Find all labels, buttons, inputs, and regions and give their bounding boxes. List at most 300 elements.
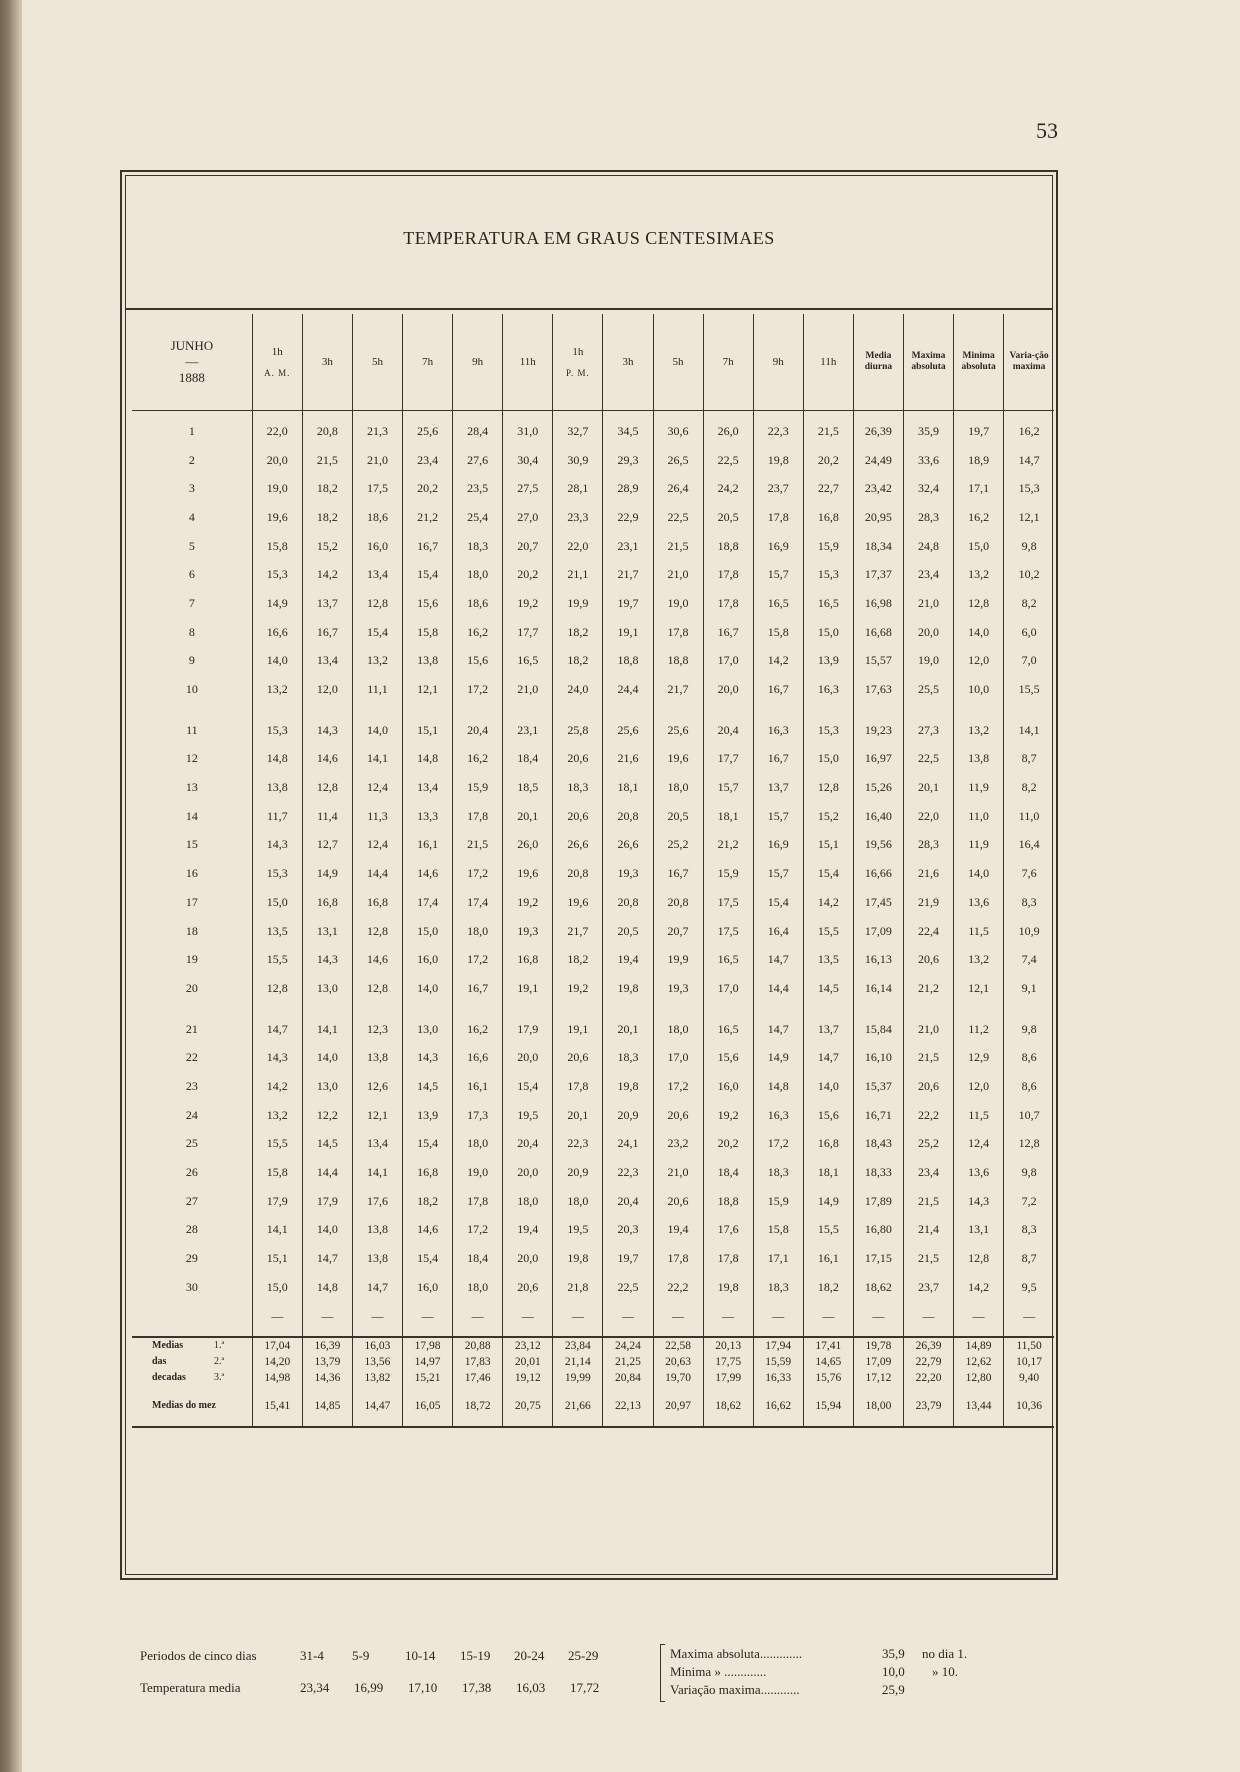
value-cell: 17,7: [503, 618, 553, 647]
decade-label-cell: [132, 1337, 252, 1354]
value-cell: 17,6: [352, 1187, 402, 1216]
value-cell: 12,6: [352, 1072, 402, 1101]
day-cell: 15: [185, 837, 198, 852]
value-cell: 22,0: [252, 411, 302, 446]
table-row: [132, 560, 1054, 589]
value-cell: 21,8: [553, 1273, 603, 1302]
decade-value-cell: 17,41: [803, 1337, 853, 1354]
value-cell: 18,3: [553, 773, 603, 802]
value-cell: 13,4: [302, 647, 352, 676]
value-cell: 20,8: [603, 802, 653, 831]
value-cell: 24,49: [853, 446, 903, 475]
value-cell: 21,7: [553, 917, 603, 946]
value-cell: 14,3: [403, 1043, 453, 1072]
value-cell: 15,9: [803, 532, 853, 561]
value-cell: 28,3: [903, 831, 953, 860]
value-cell: 12,9: [954, 1043, 1004, 1072]
value-cell: 13,4: [352, 1130, 402, 1159]
value-cell: 16,9: [753, 831, 803, 860]
am-label: A. M.: [264, 368, 291, 378]
value-cell: 19,56: [853, 831, 903, 860]
value-cell: 26,6: [603, 831, 653, 860]
value-cell: 17,0: [703, 647, 753, 676]
value-cell: 24,1: [603, 1130, 653, 1159]
value-cell: 15,0: [252, 888, 302, 917]
day-cell: 4: [188, 509, 195, 524]
extreme-max-label: Maxima absoluta.............: [670, 1646, 803, 1661]
value-cell: 13,0: [403, 1015, 453, 1044]
value-cell: 26,6: [553, 831, 603, 860]
value-cell: 23,4: [903, 560, 953, 589]
gap-cell: [903, 704, 953, 716]
table-row: [132, 888, 1054, 917]
value-cell: 19,0: [252, 474, 302, 503]
value-cell: 15,57: [853, 647, 903, 676]
value-cell: 11,5: [954, 917, 1004, 946]
value-cell: 21,5: [302, 446, 352, 475]
value-cell: 20,5: [653, 802, 703, 831]
decade-value-cell: 16,33: [753, 1370, 803, 1386]
year-label: 1888: [178, 370, 205, 385]
value-cell: 20,6: [553, 802, 603, 831]
value-cell: 16,8: [803, 1130, 853, 1159]
value-cell: 13,3: [403, 802, 453, 831]
value-cell: 12,8: [252, 974, 302, 1003]
decade-value-cell: 10,17: [1004, 1354, 1054, 1370]
value-cell: 14,2: [753, 647, 803, 676]
value-cell: 26,39: [853, 411, 903, 446]
table-row: [132, 446, 1054, 475]
value-cell: 15,37: [853, 1072, 903, 1101]
gap-cell: [132, 1003, 252, 1015]
value-cell: 18,62: [853, 1273, 903, 1302]
value-cell: 16,2: [453, 618, 503, 647]
value-cell: 21,6: [903, 859, 953, 888]
table-row: [132, 802, 1054, 831]
value-cell: 14,0: [252, 647, 302, 676]
page-binding-edge: [0, 0, 22, 1772]
value-cell: 23,1: [503, 716, 553, 745]
value-cell: 7,6: [1004, 859, 1054, 888]
value-cell: 21,0: [653, 560, 703, 589]
value-cell: 12,4: [954, 1130, 1004, 1159]
value-cell: 16,9: [753, 532, 803, 561]
value-cell: 14,7: [803, 1043, 853, 1072]
month-mean-cell: 18,62: [703, 1386, 753, 1427]
value-cell: 20,9: [603, 1101, 653, 1130]
value-cell: 22,5: [703, 446, 753, 475]
month-mean-cell: 16,05: [403, 1386, 453, 1427]
col-header-3am: 3h: [302, 314, 352, 411]
temp-1: 23,34: [300, 1680, 330, 1695]
value-cell: 20,0: [503, 1158, 553, 1187]
value-cell: 12,8: [803, 773, 853, 802]
periodo-6: 25-29: [568, 1648, 599, 1663]
value-cell: 14,4: [302, 1158, 352, 1187]
dash-row: [132, 1302, 1054, 1332]
value-cell: 12,0: [954, 1072, 1004, 1101]
value-cell: 15,3: [252, 716, 302, 745]
value-cell: 16,4: [1004, 831, 1054, 860]
value-cell: 12,7: [302, 831, 352, 860]
value-cell: 20,9: [553, 1158, 603, 1187]
value-cell: 17,5: [352, 474, 402, 503]
value-cell: 10,2: [1004, 560, 1054, 589]
value-cell: 11,9: [954, 831, 1004, 860]
month-mean-cell: 18,72: [453, 1386, 503, 1427]
value-cell: 13,2: [954, 716, 1004, 745]
gap-cell: [352, 704, 402, 716]
table-title: TEMPERATURA EM GRAUS CENTESIMAES: [403, 228, 775, 248]
value-cell: 20,4: [453, 716, 503, 745]
gap-cell: [252, 704, 302, 716]
value-cell: 17,9: [252, 1187, 302, 1216]
value-cell: 14,3: [252, 1043, 302, 1072]
gap-cell: [803, 704, 853, 716]
value-cell: 18,2: [302, 503, 352, 532]
value-cell: 14,0: [954, 618, 1004, 647]
value-cell: 27,3: [903, 716, 953, 745]
value-cell: 35,9: [903, 411, 953, 446]
gap-cell: [954, 704, 1004, 716]
value-cell: 8,3: [1004, 888, 1054, 917]
value-cell: 21,4: [903, 1216, 953, 1245]
value-cell: 13,7: [753, 773, 803, 802]
value-cell: 16,3: [803, 675, 853, 704]
dash-cell: —: [553, 1302, 603, 1332]
value-cell: 14,8: [252, 745, 302, 774]
value-cell: 18,34: [853, 532, 903, 561]
gap-cell: [403, 1003, 453, 1015]
extreme-min-label: Minima » .............: [670, 1664, 767, 1679]
value-cell: 13,7: [302, 589, 352, 618]
value-cell: 29,3: [603, 446, 653, 475]
value-cell: 15,0: [252, 1273, 302, 1302]
day-cell: 11: [186, 722, 198, 737]
value-cell: 15,9: [753, 1187, 803, 1216]
value-cell: 12,3: [352, 1015, 402, 1044]
value-cell: 13,4: [352, 560, 402, 589]
table-row: [132, 917, 1054, 946]
table-row: [132, 1072, 1054, 1101]
value-cell: 16,3: [753, 716, 803, 745]
value-cell: 12,4: [352, 773, 402, 802]
value-cell: 23,2: [653, 1130, 703, 1159]
value-cell: 14,3: [252, 831, 302, 860]
value-cell: 17,6: [703, 1216, 753, 1245]
value-cell: 15,8: [753, 1216, 803, 1245]
value-cell: 17,4: [403, 888, 453, 917]
value-cell: 19,7: [603, 589, 653, 618]
month-mean-cell: 20,75: [503, 1386, 553, 1427]
decade-value-cell: 22,58: [653, 1337, 703, 1354]
value-cell: 20,8: [653, 888, 703, 917]
table-row: [132, 945, 1054, 974]
dash-cell: —: [503, 1302, 553, 1332]
col-header-11pm: 11h: [803, 314, 853, 411]
value-cell: 20,2: [503, 560, 553, 589]
value-cell: 25,2: [903, 1130, 953, 1159]
value-cell: 20,6: [553, 1043, 603, 1072]
value-cell: 23,7: [753, 474, 803, 503]
value-cell: 16,40: [853, 802, 903, 831]
table-row: [132, 773, 1054, 802]
col-header-5am: 5h: [352, 314, 402, 411]
value-cell: 19,1: [503, 974, 553, 1003]
decade-value-cell: 17,83: [453, 1354, 503, 1370]
table-row: [132, 618, 1054, 647]
value-cell: 15,9: [453, 773, 503, 802]
value-cell: 21,6: [603, 745, 653, 774]
value-cell: 25,2: [653, 831, 703, 860]
value-cell: 17,8: [553, 1072, 603, 1101]
value-cell: 15,4: [803, 859, 853, 888]
month-mean-cell: 15,94: [803, 1386, 853, 1427]
value-cell: 25,6: [603, 716, 653, 745]
value-cell: 17,63: [853, 675, 903, 704]
value-cell: 15,1: [252, 1244, 302, 1273]
value-cell: 20,6: [503, 1273, 553, 1302]
value-cell: 15,7: [753, 859, 803, 888]
table-frame-inner: [125, 175, 1053, 1697]
value-cell: 10,9: [1004, 917, 1054, 946]
value-cell: 20,2: [703, 1130, 753, 1159]
day-cell: 18: [185, 923, 198, 938]
decade-value-cell: 16,39: [302, 1337, 352, 1354]
value-cell: 20,1: [553, 1101, 603, 1130]
day-cell: 14: [185, 808, 198, 823]
value-cell: 20,4: [603, 1187, 653, 1216]
decade-label: Medias: [152, 1340, 184, 1352]
value-cell: 12,8: [302, 773, 352, 802]
value-cell: 16,2: [453, 745, 503, 774]
table-row: [132, 1101, 1054, 1130]
value-cell: 32,4: [903, 474, 953, 503]
value-cell: 12,8: [954, 589, 1004, 618]
value-cell: 14,6: [403, 1216, 453, 1245]
decade-value-cell: 15,21: [403, 1370, 453, 1386]
value-cell: 14,0: [352, 716, 402, 745]
value-cell: 17,4: [453, 888, 503, 917]
table-row: [132, 474, 1054, 503]
gap-cell: [503, 704, 553, 716]
decade-value-cell: 12,80: [954, 1370, 1004, 1386]
table-row: [132, 859, 1054, 888]
value-cell: 16,5: [703, 1015, 753, 1044]
value-cell: 18,0: [553, 1187, 603, 1216]
day-cell: 27: [185, 1193, 198, 1208]
value-cell: 15,8: [403, 618, 453, 647]
value-cell: 9,1: [1004, 974, 1054, 1003]
value-cell: 17,2: [653, 1072, 703, 1101]
day-cell: 20: [185, 980, 198, 995]
value-cell: 18,2: [553, 945, 603, 974]
dash-cell: —: [803, 1302, 853, 1332]
value-cell: 18,2: [803, 1273, 853, 1302]
decade-value-cell: 14,97: [403, 1354, 453, 1370]
value-cell: 20,1: [603, 1015, 653, 1044]
value-cell: 32,7: [553, 411, 603, 446]
gap-cell: [453, 704, 503, 716]
value-cell: 16,5: [803, 589, 853, 618]
value-cell: 12,4: [352, 831, 402, 860]
value-cell: 17,7: [703, 745, 753, 774]
value-cell: 15,4: [403, 1244, 453, 1273]
value-cell: 30,4: [503, 446, 553, 475]
page-number: 53: [1036, 118, 1058, 143]
value-cell: 23,4: [403, 446, 453, 475]
value-cell: 14,3: [954, 1187, 1004, 1216]
value-cell: 19,4: [603, 945, 653, 974]
value-cell: 16,98: [853, 589, 903, 618]
value-cell: 19,8: [603, 974, 653, 1003]
value-cell: 16,1: [453, 1072, 503, 1101]
value-cell: 23,3: [553, 503, 603, 532]
month-mean-cell: 14,47: [352, 1386, 402, 1427]
month-mean-cell: 23,79: [903, 1386, 953, 1427]
month-dash: —: [185, 354, 199, 369]
value-cell: 22,9: [603, 503, 653, 532]
value-cell: 28,3: [903, 503, 953, 532]
value-cell: 11,0: [954, 802, 1004, 831]
table-row: [132, 503, 1054, 532]
value-cell: 14,7: [753, 945, 803, 974]
value-cell: 15,8: [252, 1158, 302, 1187]
value-cell: 18,43: [853, 1130, 903, 1159]
day-cell: 26: [185, 1165, 198, 1180]
value-cell: 17,5: [703, 888, 753, 917]
value-cell: 20,6: [653, 1101, 703, 1130]
value-cell: 17,09: [853, 917, 903, 946]
table-row: [132, 745, 1054, 774]
value-cell: 12,8: [1004, 1130, 1054, 1159]
value-cell: 17,8: [753, 503, 803, 532]
dash-cell: —: [653, 1302, 703, 1332]
value-cell: 14,1: [352, 745, 402, 774]
value-cell: 20,0: [252, 446, 302, 475]
value-cell: 14,3: [302, 716, 352, 745]
value-cell: 22,0: [553, 532, 603, 561]
value-cell: 11,7: [252, 802, 302, 831]
value-cell: 13,8: [403, 647, 453, 676]
value-cell: 22,5: [653, 503, 703, 532]
value-cell: 13,9: [803, 647, 853, 676]
value-cell: 19,8: [753, 446, 803, 475]
dash-cell: —: [252, 1302, 302, 1332]
decade-value-cell: 13,79: [302, 1354, 352, 1370]
value-cell: 20,8: [302, 411, 352, 446]
value-cell: 19,8: [703, 1273, 753, 1302]
value-cell: 14,6: [302, 745, 352, 774]
col-header-1pm: 1h P. M.: [553, 314, 603, 411]
decade-value-cell: 24,24: [603, 1337, 653, 1354]
day-cell: 10: [185, 682, 198, 697]
gap-cell: [453, 1003, 503, 1015]
value-cell: 8,2: [1004, 773, 1054, 802]
value-cell: 16,7: [653, 859, 703, 888]
month-mean-cell: 22,13: [603, 1386, 653, 1427]
value-cell: 17,45: [853, 888, 903, 917]
dash-cell: —: [1004, 1302, 1054, 1332]
periodo-2: 5-9: [352, 1648, 370, 1663]
value-cell: 9,5: [1004, 1273, 1054, 1302]
dash-cell: —: [703, 1302, 753, 1332]
temp-4: 17,38: [462, 1680, 492, 1695]
value-cell: 17,9: [302, 1187, 352, 1216]
value-cell: 19,8: [553, 1244, 603, 1273]
value-cell: 17,5: [703, 917, 753, 946]
value-cell: 17,8: [453, 802, 503, 831]
value-cell: 20,8: [553, 859, 603, 888]
value-cell: 18,0: [453, 1130, 503, 1159]
value-cell: 16,7: [703, 618, 753, 647]
value-cell: 18,2: [403, 1187, 453, 1216]
value-cell: 15,6: [803, 1101, 853, 1130]
value-cell: 20,7: [503, 532, 553, 561]
col-header-5pm: 5h: [653, 314, 703, 411]
value-cell: 23,4: [903, 1158, 953, 1187]
value-cell: 13,4: [403, 773, 453, 802]
value-cell: 19,3: [503, 917, 553, 946]
table-row: [132, 1015, 1054, 1044]
value-cell: 22,0: [903, 802, 953, 831]
value-cell: 19,2: [553, 974, 603, 1003]
value-cell: 19,7: [954, 411, 1004, 446]
day-cell: 5: [188, 538, 195, 553]
table-row: [132, 831, 1054, 860]
value-cell: 16,1: [403, 831, 453, 860]
value-cell: 15,4: [403, 560, 453, 589]
value-cell: 12,0: [302, 675, 352, 704]
month-mean-label: Medias do mez: [132, 1386, 252, 1427]
value-cell: 18,33: [853, 1158, 903, 1187]
gap-cell: [1004, 704, 1054, 716]
value-cell: 14,7: [753, 1015, 803, 1044]
gap-cell: [803, 1003, 853, 1015]
decade-gap: [132, 704, 1054, 716]
value-cell: 16,4: [753, 917, 803, 946]
gap-cell: [653, 704, 703, 716]
table-row: [132, 532, 1054, 561]
value-cell: 18,2: [553, 647, 603, 676]
value-cell: 16,3: [753, 1101, 803, 1130]
value-cell: 8,7: [1004, 1244, 1054, 1273]
value-cell: 16,0: [352, 532, 402, 561]
value-cell: 26,5: [653, 446, 703, 475]
col-header-11am: 11h: [503, 314, 553, 411]
value-cell: 27,5: [503, 474, 553, 503]
decade-value-cell: 14,20: [252, 1354, 302, 1370]
value-cell: 13,2: [954, 945, 1004, 974]
value-cell: 12,1: [954, 974, 1004, 1003]
value-cell: 16,7: [403, 532, 453, 561]
day-cell: 7: [188, 595, 195, 610]
value-cell: 14,7: [1004, 446, 1054, 475]
value-cell: 15,7: [703, 773, 753, 802]
value-cell: 17,8: [703, 589, 753, 618]
decade-value-cell: 19,78: [853, 1337, 903, 1354]
value-cell: 18,8: [703, 532, 753, 561]
month-mean-cell: 18,00: [853, 1386, 903, 1427]
decade-label: das: [152, 1356, 167, 1368]
decade-value-cell: 13,56: [352, 1354, 402, 1370]
value-cell: 14,5: [803, 974, 853, 1003]
decade-value-cell: 11,50: [1004, 1337, 1054, 1354]
gap-cell: [954, 1003, 1004, 1015]
value-cell: 15,6: [703, 1043, 753, 1072]
value-cell: 15,5: [252, 1130, 302, 1159]
value-cell: 18,5: [503, 773, 553, 802]
